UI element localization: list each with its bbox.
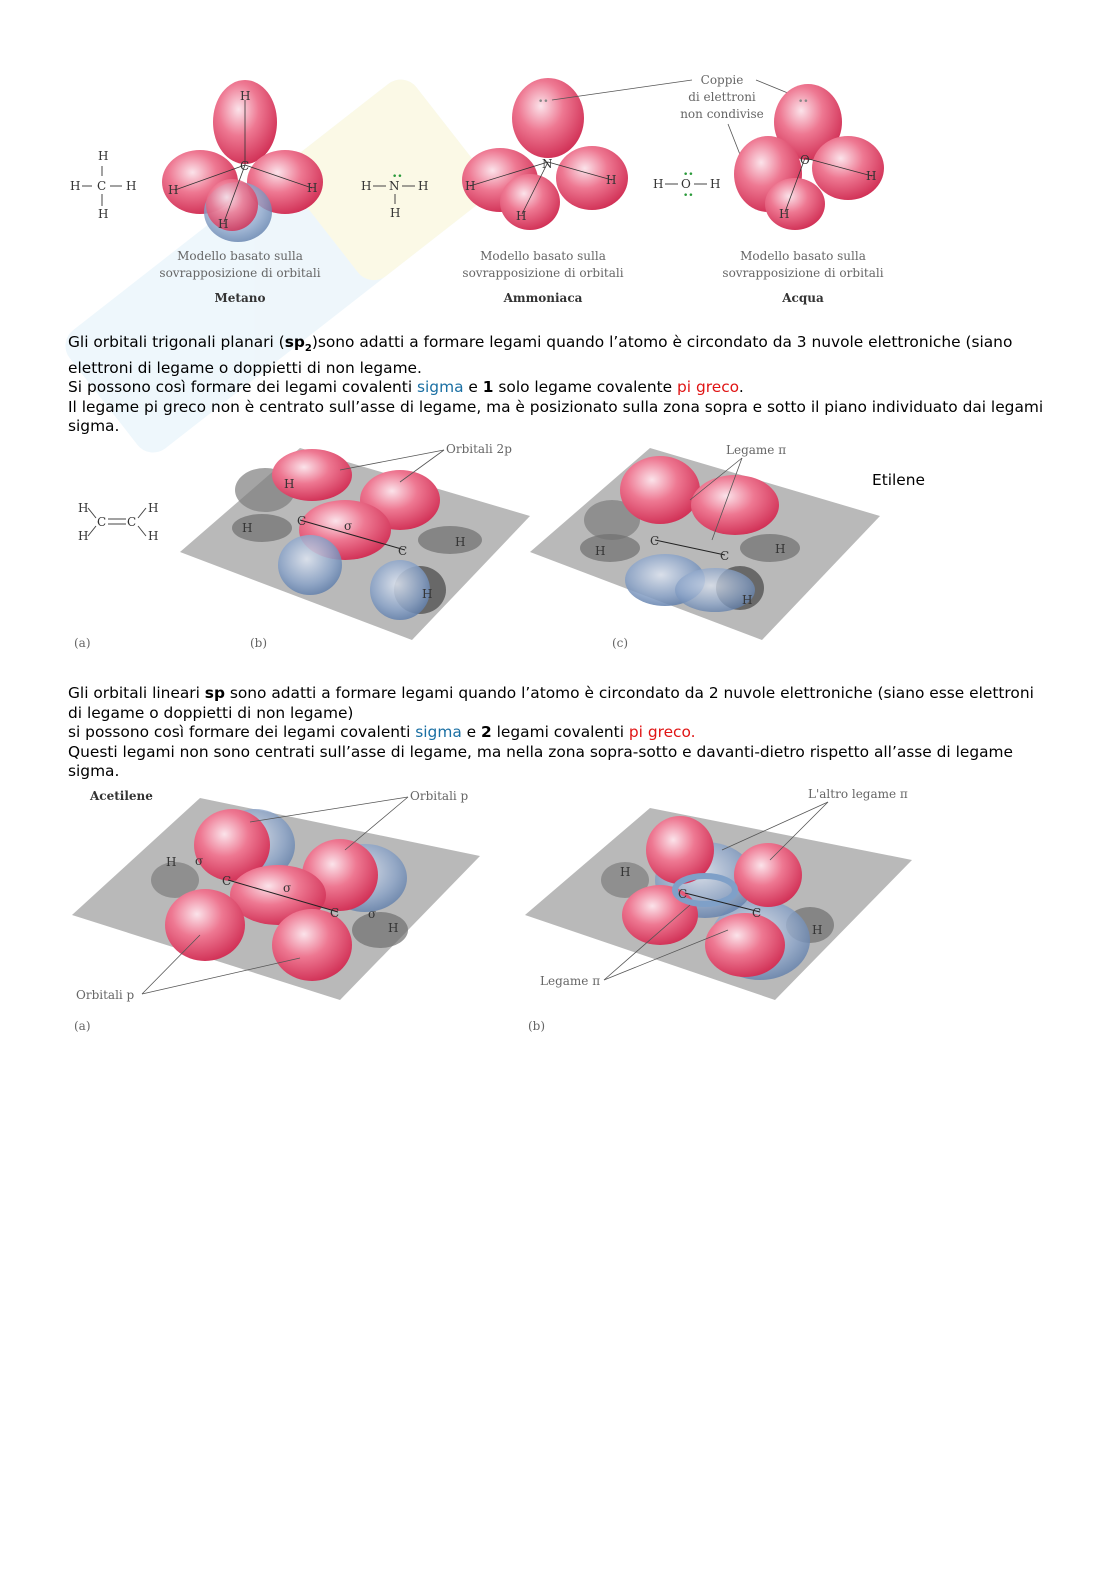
sp-line2: si possono così formare dei legami covalenti sigma e 2 legami covalenti pi greco. <box>68 723 696 742</box>
atom-h: H <box>307 181 318 195</box>
svg-text:σ: σ <box>344 519 353 533</box>
atom-c: C <box>97 179 107 193</box>
pi-bond-label: Legame π <box>540 974 601 988</box>
svg-text:O: O <box>681 177 691 191</box>
panel-label-b: (b) <box>528 1019 546 1033</box>
pi-term: pi greco. <box>628 723 696 742</box>
svg-text:••: •• <box>683 170 694 180</box>
orbitals-2p-label: Orbitali 2p <box>446 442 512 456</box>
svg-text:di elettroni: di elettroni <box>688 90 756 104</box>
other-pi-bond-label: L'altro legame π <box>808 787 908 801</box>
acetylene-panel-a <box>72 789 480 1033</box>
svg-text:H: H <box>148 529 159 543</box>
svg-text:C: C <box>297 514 307 528</box>
svg-text:C: C <box>398 544 408 558</box>
atom-h: H <box>218 217 229 231</box>
orbitals-p-bottom-label: Orbitali p <box>76 988 135 1002</box>
svg-text:σ: σ <box>283 881 292 895</box>
svg-text:H: H <box>465 179 476 193</box>
sp2-line3: Il legame pi greco non è centrato sull’asse di legame, ma è posizionato sulla zona sopra e sotto il piano individuato dai legami sigma. <box>68 397 1044 436</box>
svg-text:C: C <box>752 906 762 920</box>
svg-text:C: C <box>678 887 688 901</box>
methane-model-line1: Modello basato sulla <box>177 249 303 263</box>
atom-h: H <box>240 89 251 103</box>
ammonia-name: Ammoniaca <box>503 291 583 305</box>
atom-h: H <box>70 179 81 193</box>
svg-text:H: H <box>595 544 606 558</box>
svg-text:H: H <box>516 209 527 223</box>
svg-text:σ: σ <box>195 854 204 868</box>
svg-text:H: H <box>242 521 253 535</box>
acetylene-panel-b <box>525 787 912 1033</box>
svg-text:H: H <box>455 535 466 549</box>
svg-text:sovrapposizione di orbitali: sovrapposizione di orbitali <box>462 266 624 280</box>
svg-text:σ: σ <box>368 907 377 921</box>
svg-text:non condivise: non condivise <box>680 107 764 121</box>
atom-h: H <box>98 207 109 221</box>
svg-text:••: •• <box>798 97 809 107</box>
panel-label-a: (a) <box>74 636 91 650</box>
svg-text:H: H <box>775 542 786 556</box>
svg-text:C: C <box>720 549 730 563</box>
atom-h: H <box>126 179 137 193</box>
methane-name: Metano <box>214 291 266 305</box>
svg-text:H: H <box>422 587 433 601</box>
methane-model-line2: sovrapposizione di orbitali <box>159 266 321 280</box>
svg-text:H: H <box>166 855 177 869</box>
svg-text:N: N <box>542 157 553 171</box>
svg-text:C: C <box>127 515 137 529</box>
svg-text:••: •• <box>392 172 403 182</box>
svg-text:C: C <box>97 515 107 529</box>
sp2-line1: Gli orbitali trigonali planari $(sp_2)sono$ adatti a formare legami quando l’atomo è circondato da 3 nuvole elettroniche (siano elettroni di legame o doppietti di non legame. <box>68 333 1013 377</box>
svg-text:N: N <box>389 179 400 193</box>
sp-line1: Gli orbitali lineari sp sono adatti a formare legami quando l’atomo è circondato da 2 nuvole elettroniche (siano esse elettroni di legame o doppietti di non legame) <box>68 684 1034 722</box>
atom-h: H <box>98 149 109 163</box>
svg-text:H: H <box>620 865 631 879</box>
atom-c: C <box>240 159 250 173</box>
atom-h: H <box>168 183 179 197</box>
svg-text:H: H <box>710 177 721 191</box>
sp2-line2: Si possono così formare dei legami covalenti sigma e 1 solo legame covalente pi greco. <box>68 378 744 397</box>
svg-text:H: H <box>390 206 401 220</box>
sp-line3: Questi legami non sono centrati sull’asse di legame, ma nella zona sopra-sotto e davanti-dietro rispetto all’asse di legame sigma. <box>68 742 1014 781</box>
svg-text:H: H <box>148 501 159 515</box>
svg-text:H: H <box>78 501 89 515</box>
panel-label-b: (b) <box>250 636 268 650</box>
svg-text:Coppie: Coppie <box>700 73 744 87</box>
sigma-term: sigma <box>415 723 462 742</box>
svg-text:H: H <box>284 477 295 491</box>
svg-text:C: C <box>222 874 232 888</box>
orbitals-p-top-label: Orbitali p <box>410 789 469 803</box>
water-name: Acqua <box>782 291 824 305</box>
svg-text:H: H <box>78 529 89 543</box>
svg-text:C: C <box>650 534 660 548</box>
svg-text:C: C <box>330 906 340 920</box>
svg-text:H: H <box>361 179 372 193</box>
svg-text:H: H <box>388 921 399 935</box>
ethylene-caption: Etilene <box>872 471 926 489</box>
svg-text:H: H <box>418 179 429 193</box>
svg-text:Modello basato sulla: Modello basato sulla <box>480 249 606 263</box>
svg-text:H: H <box>812 923 823 937</box>
panel-label-c: (c) <box>612 636 629 650</box>
svg-text:H: H <box>606 173 617 187</box>
svg-text:H: H <box>866 169 877 183</box>
panel-label-a: (a) <box>74 1019 91 1033</box>
acetylene-title: Acetilene <box>90 789 153 803</box>
svg-text:••: •• <box>538 97 549 107</box>
svg-text:H: H <box>653 177 664 191</box>
svg-text:sovrapposizione di orbitali: sovrapposizione di orbitali <box>722 266 884 280</box>
svg-text:H: H <box>742 593 753 607</box>
svg-text:••: •• <box>683 191 694 201</box>
sigma-term: sigma <box>417 378 464 397</box>
svg-text:O: O <box>800 153 810 167</box>
pi-bond-label: Legame π <box>726 443 787 457</box>
svg-text:H: H <box>779 207 790 221</box>
svg-text:Modello basato sulla: Modello basato sulla <box>740 249 866 263</box>
pi-term: pi greco <box>677 378 739 397</box>
